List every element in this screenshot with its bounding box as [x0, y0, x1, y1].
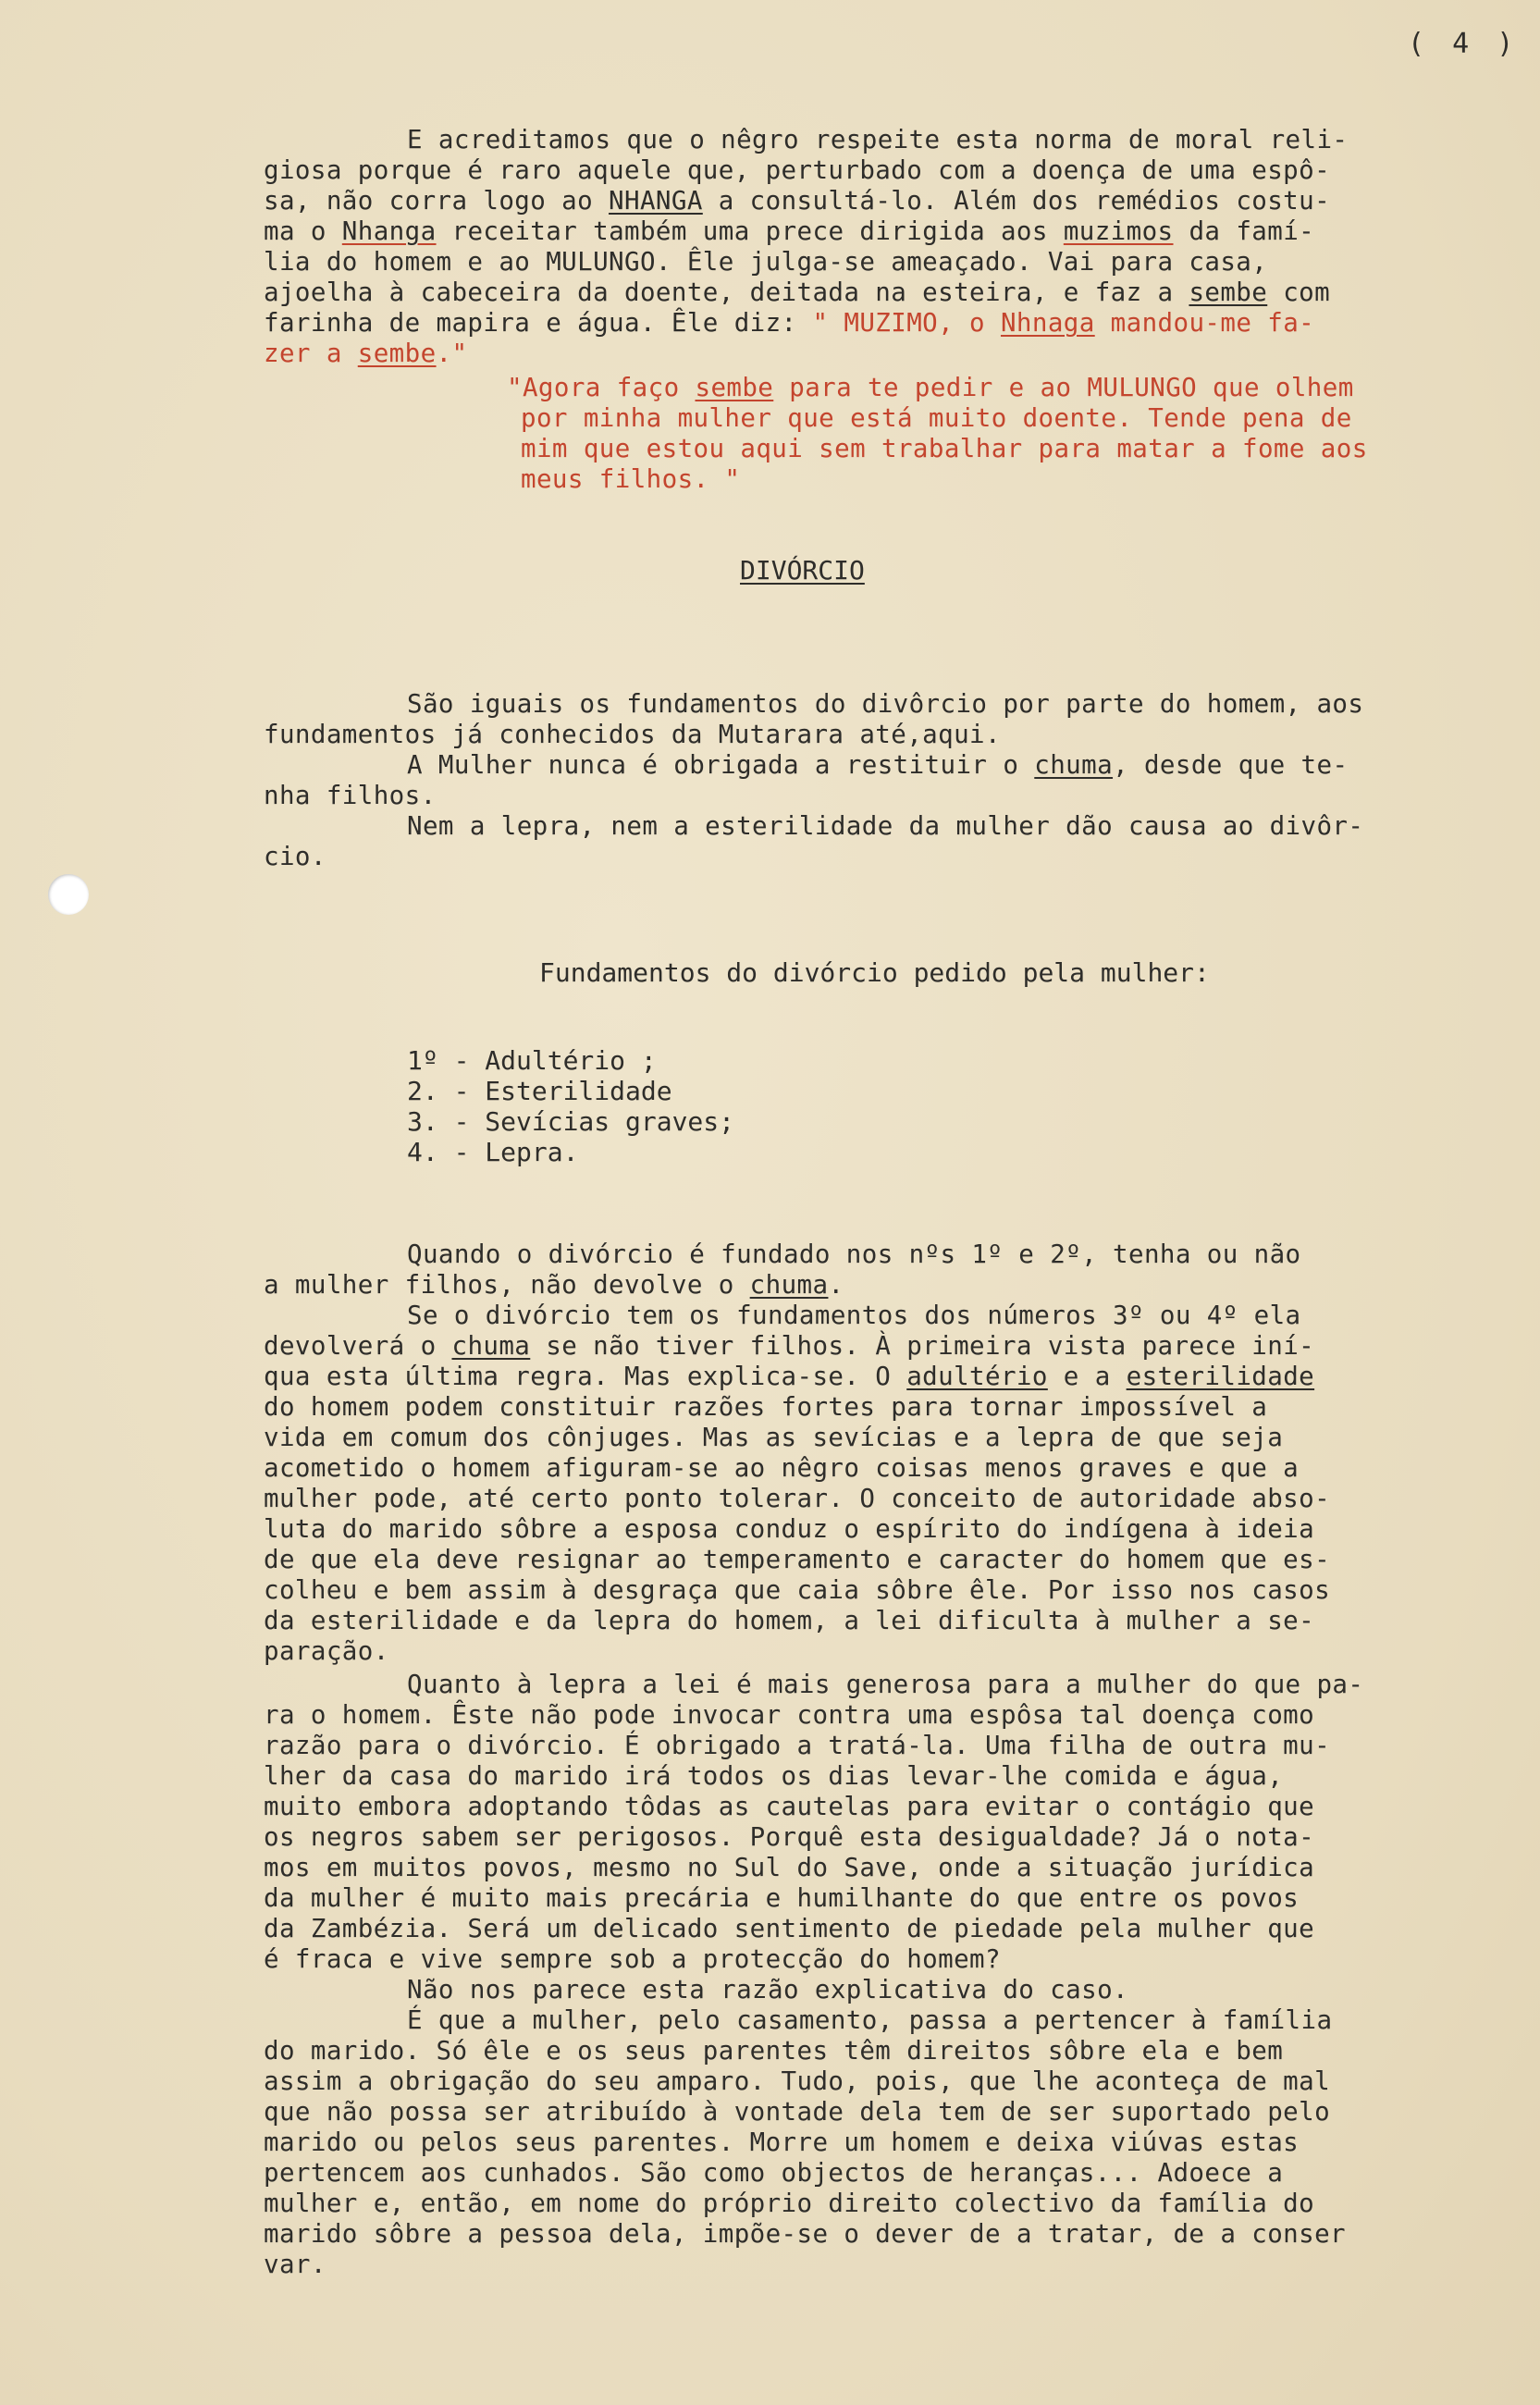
text-line: da mulher é muito mais precária e humilhante do que entre os povos: [264, 1883, 1300, 1913]
list-item: 1º - Adultério ;: [407, 1045, 657, 1076]
text-line: vida em comum dos cônjuges. Mas as sevícias e a lepra de que seja: [264, 1423, 1284, 1452]
text-line: mos em muitos povos, mesmo no Sul do Save, onde a situação jurídica: [264, 1853, 1315, 1882]
text-line: zer a sembe.": [264, 339, 468, 368]
list-item: 3. - Sevícias graves;: [407, 1106, 735, 1137]
text-line: muito embora adoptando tôdas as cautelas para evitar o contágio que: [264, 1792, 1315, 1821]
text-line: mulher e, então, em nome do próprio direito colectivo da família do: [264, 2189, 1315, 2218]
text-line: lia do homem e ao MULUNGO. Êle julga-se ameaçado. Vai para casa,: [264, 247, 1268, 277]
text-line: meus filhos. ": [521, 464, 741, 494]
section-heading: DIVÓRCIO: [740, 555, 865, 586]
text-line: nha filhos.: [264, 781, 437, 810]
text-line: mulher pode, até certo ponto tolerar. O conceito de autoridade abso-: [264, 1484, 1331, 1513]
text-line: Quando o divórcio é fundado nos nºs 1º e 2º, tenha ou não: [407, 1240, 1301, 1269]
text-line: luta do marido sôbre a esposa conduz o espírito do indígena à ideia: [264, 1514, 1315, 1544]
text-line: A Mulher nunca é obrigada a restituir o chuma, desde que te-: [407, 750, 1349, 780]
text-line: fundamentos já conhecidos da Mutarara até,aqui.: [264, 720, 1001, 749]
text-line: marido ou pelos seus parentes. Morre um homem e deixa viúvas estas: [264, 2128, 1300, 2157]
list-item: 2. - Esterilidade: [407, 1076, 672, 1106]
text-line: E acreditamos que o nêgro respeite esta norma de moral reli-: [407, 125, 1349, 154]
text-line: "Agora faço sembe para te pedir e ao MULUNGO que olhem: [507, 373, 1354, 402]
text-line: qua esta última regra. Mas explica-se. O adultério e a esterilidade: [264, 1362, 1315, 1391]
text-line: pertencem aos cunhados. São como objectos de heranças... Adoece a: [264, 2158, 1284, 2188]
page-number: ( 4 ): [1408, 28, 1520, 60]
text-line: ajoelha à cabeceira da doente, deitada na esteira, e faz a sembe com: [264, 278, 1331, 307]
text-line: giosa porque é raro aquele que, perturbado com a doença de uma espô-: [264, 155, 1331, 185]
text-line: ma o Nhanga receitar também uma prece dirigida aos muzimos da famí-: [264, 216, 1315, 246]
list-item: 4. - Lepra.: [407, 1137, 579, 1167]
text-line: farinha de mapira e água. Êle diz: " MUZIMO, o Nhnaga mandou-me fa-: [264, 308, 1315, 338]
text-line: que não possa ser atribuído à vontade dela tem de ser suportado pelo: [264, 2097, 1331, 2127]
grounds-list: [407, 1045, 734, 1167]
text-line: por minha mulher que está muito doente. Tende pena de: [521, 403, 1352, 433]
text-line: da esterilidade e da lepra do homem, a lei dificulta à mulher a se-: [264, 1606, 1315, 1635]
text-line: marido sôbre a pessoa dela, impõe-se o dever de a tratar, de a conser: [264, 2219, 1346, 2249]
text-line: do marido. Só êle e os seus parentes têm direitos sôbre ela e bem: [264, 2036, 1284, 2066]
text-line: lher da casa do marido irá todos os dias levar-lhe comida e água,: [264, 1761, 1284, 1791]
text-line: devolverá o chuma se não tiver filhos. À primeira vista parece iní-: [264, 1331, 1315, 1361]
text-line: do homem podem constituir razões fortes para tornar impossível a: [264, 1392, 1268, 1422]
text-line: É que a mulher, pelo casamento, passa a pertencer à família: [407, 2005, 1333, 2035]
text-line: Nem a lepra, nem a esterilidade da mulher dão causa ao divôr-: [407, 811, 1364, 841]
text-line: acometido o homem afiguram-se ao nêgro coisas menos graves e que a: [264, 1453, 1300, 1483]
text-line: mim que estou aqui sem trabalhar para matar a fome aos: [521, 434, 1368, 463]
text-line: paração.: [264, 1636, 389, 1666]
text-line: Quanto à lepra a lei é mais generosa para a mulher do que pa-: [407, 1670, 1364, 1699]
text-line: razão para o divórcio. É obrigado a tratá-la. Uma filha de outra mu-: [264, 1731, 1331, 1760]
text-line: São iguais os fundamentos do divôrcio por parte do homem, aos: [407, 689, 1364, 719]
text-line: os negros sabem ser perigosos. Porquê esta desigualdade? Já o nota-: [264, 1822, 1315, 1852]
subheading: Fundamentos do divórcio pedido pela mulher:: [539, 957, 1210, 988]
text-line: é fraca e vive sempre sob a protecção do homem?: [264, 1944, 1001, 1974]
text-line: sa, não corra logo ao NHANGA a consultá-lo. Além dos remédios costu-: [264, 186, 1331, 216]
text-line: Não nos parece esta razão explicativa do caso.: [407, 1975, 1128, 2004]
text-line: assim a obrigação do seu amparo. Tudo, pois, que lhe aconteça de mal: [264, 2066, 1331, 2096]
text-line: a mulher filhos, não devolve o chuma.: [264, 1270, 844, 1300]
text-line: Se o divórcio tem os fundamentos dos números 3º ou 4º ela: [407, 1301, 1301, 1330]
text-line: cio.: [264, 842, 326, 871]
text-line: colheu e bem assim à desgraça que caia sôbre êle. Por isso nos casos: [264, 1575, 1331, 1605]
text-line: de que ela deve resignar ao temperamento e caracter do homem que es-: [264, 1545, 1331, 1574]
text-line: var.: [264, 2250, 326, 2279]
punch-hole: [48, 874, 89, 915]
text-line: da Zambézia. Será um delicado sentimento de piedade pela mulher que: [264, 1914, 1315, 1943]
text-line: ra o homem. Êste não pode invocar contra uma espôsa tal doença como: [264, 1700, 1315, 1730]
